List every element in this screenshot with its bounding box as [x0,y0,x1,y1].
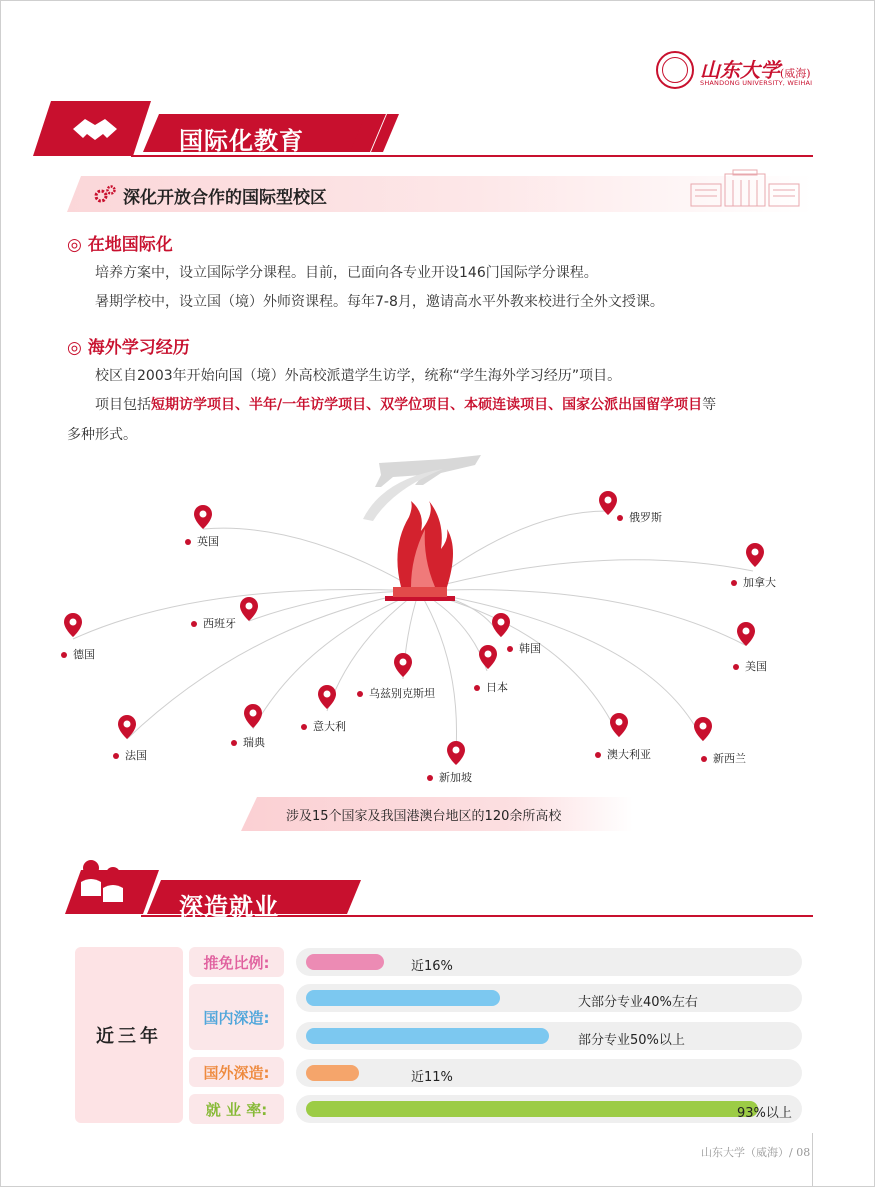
map-pin-icon [64,613,82,637]
bar-value: 部分专业50%以上 [578,1033,685,1048]
section-header-international [1,96,875,166]
footer-divider [812,1133,813,1187]
university-seal-icon [656,51,694,89]
bar-fill [306,1065,359,1081]
subtitle-text: 深化开放合作的国际型校区 [123,188,327,208]
section-title-career: 深造就业 [179,893,279,921]
country-label: 德国 [61,646,95,662]
period-box: 近三年 [75,947,183,1123]
label-exempt: 推免比例: [189,947,284,977]
map-pin-icon [746,543,764,567]
logo-english-name: SHANDONG UNIVERSITY, WEIHAI [700,79,813,87]
country-label: 乌兹别克斯坦 [357,685,435,701]
map-pin-icon [118,715,136,739]
bar-employment [296,1095,802,1123]
bar-fill [306,1028,549,1044]
label-employment: 就 业 率: [189,1094,284,1124]
map-pin-icon [447,741,465,765]
summary-banner-text: 涉及15个国家及我国港澳台地区的120余所高校 [286,809,562,824]
map-pin-icon [479,645,497,669]
bar-value: 近11% [411,1070,453,1085]
bar-domestic-majority [296,984,802,1012]
bar-value: 近16% [411,959,453,974]
bar-fill [306,1101,758,1117]
map-pin-icon [394,653,412,677]
map-pin-icon [318,685,336,709]
university-logo [656,51,816,93]
country-label: 加拿大 [731,574,776,590]
paragraph-line: 校区自2003年开始向国（境）外高校派遣学生访学，统称“学生海外学习经历”项目。 [95,368,622,384]
label-overseas: 国外深造: [189,1057,284,1087]
section-header-career [1,856,875,926]
country-label: 俄罗斯 [617,509,662,525]
map-pin-icon [244,704,262,728]
country-label: 法国 [113,747,147,763]
country-label: 新西兰 [701,750,746,766]
bar-fill [306,990,500,1006]
paragraph-line: 培养方案中，设立国际学分课程。目前，已面向各专业开设146门国际学分课程。 [95,265,598,281]
bar-fill [306,954,384,970]
map-pin-icon [240,597,258,621]
bar-value: 大部分专业40%左右 [578,995,698,1010]
paragraph-line-programs: 项目包括短期访学项目、半年/一年访学项目、双学位项目、本硕连读项目、国家公派出国留学项目等 [95,397,717,413]
bar-overseas [296,1059,802,1087]
bar-exempt [296,948,802,976]
country-label: 新加坡 [427,769,472,785]
airplane-icon [363,455,481,521]
label-domestic: 国内深造: [189,984,284,1050]
country-label: 瑞典 [231,734,265,750]
section-title-international: 国际化教育 [179,127,304,155]
country-label: 韩国 [507,640,541,656]
country-label: 日本 [474,679,508,695]
paragraph-line: 多种形式。 [67,427,137,443]
map-pin-icon [492,613,510,637]
map-pin-icon [194,505,212,529]
country-label: 美国 [733,658,767,674]
country-label: 西班牙 [191,615,236,631]
paragraph-line: 暑期学校中，设立国（境）外师资课程。每年7-8月，邀请高水平外教来校进行全外文授课。 [95,294,664,310]
bar-value: 93%以上 [737,1106,792,1121]
bar-domestic-some [296,1022,802,1050]
heading-local-internationalization: ◎ 在地国际化 [67,235,173,255]
campus-building-icon [689,168,801,208]
country-label: 英国 [185,533,219,549]
map-pin-icon [694,717,712,741]
country-label: 意大利 [301,718,346,734]
country-label: 澳大利亚 [595,746,651,762]
logo-chinese-name: 山东大学(威海) [700,58,811,82]
gears-icon [93,185,117,205]
torch-sculpture-icon [385,501,455,601]
map-pin-icon [610,713,628,737]
page-footer: 山东大学（威海）/ 08 [701,1146,811,1159]
heading-overseas-study: ◎ 海外学习经历 [67,338,190,358]
